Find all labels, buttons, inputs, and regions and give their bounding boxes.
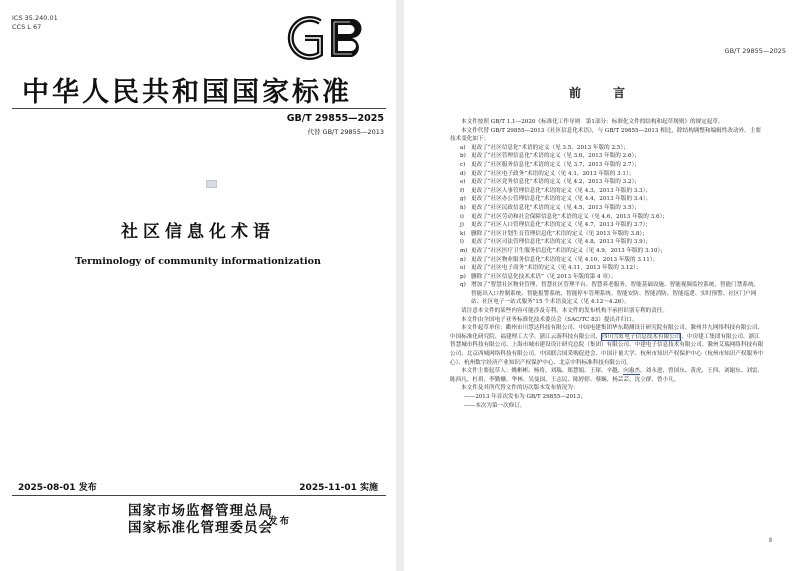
change-item — [460, 230, 764, 239]
stamp-mark — [206, 180, 217, 188]
change-item-text: 更改了“社区办公管理信息化”术语的定义（见 4.4，2013 年版的 3.4）； — [471, 196, 652, 203]
change-list — [450, 144, 764, 307]
page-number: Ⅱ — [769, 537, 772, 544]
change-item-text: 更改了“社区人事管理信息化”术语的定义（见 4.3，2013 年版的 3.3）； — [471, 187, 652, 194]
change-item-marker: c) — [460, 161, 466, 168]
page-header-number: GB/T 29855—2025 — [724, 47, 786, 55]
drafting-units-label: 本文件起草单位： — [461, 325, 506, 332]
issuer-sac: 国家标准化管理委员会 — [128, 520, 273, 536]
issuer-samr: 国家市场监督管理总局 — [128, 503, 273, 519]
national-standard-title: 中华人民共和国国家标准 — [22, 77, 352, 108]
change-item — [460, 273, 764, 282]
change-item-text: 增加了“智慧社区物业管理、智慧社区管理平台、智慧养老服务、智能基础设施、智能视频监控系统、智能门禁系统、智能出入口控制系统、智能报警系统、智能停车管理系统、智能安防、智能消防、智能巡逻、实时预警、社区门户网站、社区电子一站式服务”15 个术语及定义（见 4.12～4.26）。 — [471, 282, 760, 306]
classification-codes — [12, 14, 58, 32]
ccs-code: CCS L 67 — [12, 23, 42, 31]
change-item-marker: l) — [460, 239, 464, 246]
change-item — [460, 238, 764, 247]
change-item — [460, 204, 764, 213]
change-item-marker: g) — [460, 196, 466, 203]
preface-page — [404, 0, 800, 571]
change-item-marker: m) — [460, 247, 468, 254]
change-item-marker: b) — [460, 153, 466, 160]
implement-date: 2025-11-01 实施 — [299, 483, 378, 493]
drafters — [450, 367, 764, 384]
preface-body — [450, 118, 764, 410]
change-item — [460, 281, 764, 307]
change-item — [460, 187, 764, 196]
change-item — [460, 152, 764, 161]
change-item — [460, 195, 764, 204]
issue-label: 发布 — [268, 516, 292, 527]
change-item-marker: a) — [460, 144, 466, 151]
patent-note: 请注意本文件的某些内容可能涉及专利。本文件的发布机构不承担识别专利的责任。 — [461, 308, 668, 315]
change-item-text: 更改了“社区司法管理信息化”术语的定义（见 4.8，2013 年版的 3.9）； — [471, 239, 652, 246]
change-item — [460, 221, 764, 230]
highlighted-unit: 四川雪虹电子信息技术有限公司 — [602, 333, 681, 340]
change-item-marker: f) — [460, 187, 465, 194]
change-item-marker: i) — [460, 213, 464, 220]
drafting-units-text: 衢州市川慧达科技有限公司、中国电建集团华东勘测设计研究院有限公司、滁州井九网络科技有限公司、中国标准化研究院、福建理工大学、浙江云游科技有限公司、 — [450, 325, 764, 340]
footer-divider — [12, 495, 386, 496]
change-item-marker: h) — [460, 204, 466, 211]
drafting-units — [450, 324, 764, 367]
change-item-text: 更改了“社区民政信息化”术语的定义（见 4.5，2013 年版的 3.5）； — [471, 204, 640, 211]
drafters-text: 本文件主要起草人：姚彬彬、杨将、刘瑞、郑慧娟、王琛、辛越、 — [461, 368, 624, 375]
highlighted-drafter: 向惠杰 — [623, 368, 641, 375]
document-title-zh: 社区信息化术语 — [121, 222, 275, 242]
change-item — [460, 213, 764, 222]
change-item-text: 更改了“社区管理信息化”术语的定义（见 3.6，2013 年版的 2.6）； — [471, 153, 640, 160]
change-item-marker: j) — [460, 222, 464, 229]
change-item-text: 更改了“社区党务信息化”术语的定义（见 4.2，2013 年版的 3.2）； — [471, 179, 640, 186]
change-item-text: 更改了“社区电子政务”术语的定义（见 4.1，2013 年版的 3.1）； — [471, 170, 635, 177]
change-item — [460, 178, 764, 187]
document-title-en: Terminology of community informationization — [75, 256, 321, 267]
cover-page — [0, 0, 396, 571]
change-item-marker: k) — [460, 230, 466, 237]
change-item-text: 更改了“社区电子商务”术语的定义（见 4.11，2013 年版的 3.12）； — [471, 265, 642, 272]
change-item — [460, 170, 764, 179]
drafting-units-text: 、中房建工集团有限公司、浙江智慧城市科技有限公司、上海市城市建设设计研究总院（集团）有限公司、中建电子信息技术有限公司、滁州艾瑞网络科技有限公司、北京西城网络科技有限公司、中国联合国采购促进会、中国计量大学、杭州市知识产权保护中心（杭州市知识产权服务中心）、杭州数字经济产业知识产权保护中心、北京中科标准科技有限公司。 — [450, 333, 764, 366]
publish-date: 2025-08-01 发布 — [18, 483, 97, 493]
change-item-text: 更改了“社区物业服务信息化”术语的定义（见 4.10，2013 年版的 3.11）； — [471, 256, 659, 263]
gb-logo-icon — [276, 13, 376, 63]
change-item-marker: e) — [460, 179, 466, 186]
change-item-marker: d) — [460, 170, 466, 177]
preface-title: 前 言 — [568, 86, 635, 100]
change-item-marker: o) — [460, 265, 466, 272]
change-item-marker: q) — [460, 282, 466, 289]
change-item-text: 更改了“社区服务信息化”术语的定义（见 3.7，2013 年版的 2.7）； — [471, 161, 640, 168]
title-divider — [12, 108, 386, 109]
change-item-text: 更改了“社区人口管理信息化”术语的定义（见 4.7，2013 年版的 3.7）； — [471, 222, 652, 229]
change-item-text: 删除了“社区信息化技术术语”（见 2013 年版的第 4 章）； — [471, 273, 617, 280]
history-item: ——本次为第一次修订。 — [464, 402, 526, 409]
change-item-text: 更改了“社区医疗卫生服务信息化”术语的定义（见 4.9，2013 年版的 3.10）； — [471, 247, 666, 254]
change-item-text: 删除了“社区计划生育管理信息化”术语的定义（见 2013 年版的 3.8）； — [471, 230, 648, 237]
change-item-text: 更改了“社区劳动和社会保障信息化”术语的定义（见 4.6，2013 年版的 3.6）； — [471, 213, 668, 220]
change-item-marker: p) — [460, 273, 466, 280]
change-item — [460, 247, 764, 256]
change-item-marker: n) — [460, 256, 466, 263]
preface-paragraph: 本文件代替 GB/T 29855—2013《社区信息化术语》，与 GB/T 29855—2013 相比，除结构调整和编辑性改动外，主要技术变化如下： — [450, 127, 761, 143]
history-intro: 本文件及其所代替文件的历次版本发布情况为： — [461, 385, 579, 392]
ics-code: ICS 35.240.01 — [12, 14, 58, 22]
change-item-text: 更改了“社区信息化”术语的定义（见 3.5，2013 年版的 2.5）； — [471, 144, 629, 151]
replaces-standard: 代替 GB/T 29855—2013 — [307, 128, 384, 136]
proposer-note: 本文件由全国电子业务标准化技术委员会（SAC/TC 83）提出并归口。 — [461, 316, 638, 323]
standard-number: GB/T 29855—2025 — [286, 113, 384, 124]
change-item — [460, 256, 764, 265]
history-item: ——2013 年首次发布为 GB/T 29855—2013； — [464, 394, 586, 400]
preface-paragraph: 本文件按照 GB/T 1.1—2020《标准化工作导则 第1部分：标准化文件的结构和起草规则》的规定起草。 — [461, 119, 724, 125]
change-item — [460, 264, 764, 273]
issuing-authorities — [128, 503, 273, 537]
change-item — [460, 161, 764, 170]
drafters-text: 、刘永进、曾国东、黄虎、王四、刘谢东、刘雷、陈西凡、杜玥、李勤姗、华林、吴曼国、王志民、陈婷婷、蔡娴、杨芸芸、沈立群、曾小凡。 — [450, 368, 764, 383]
change-item — [460, 144, 764, 153]
